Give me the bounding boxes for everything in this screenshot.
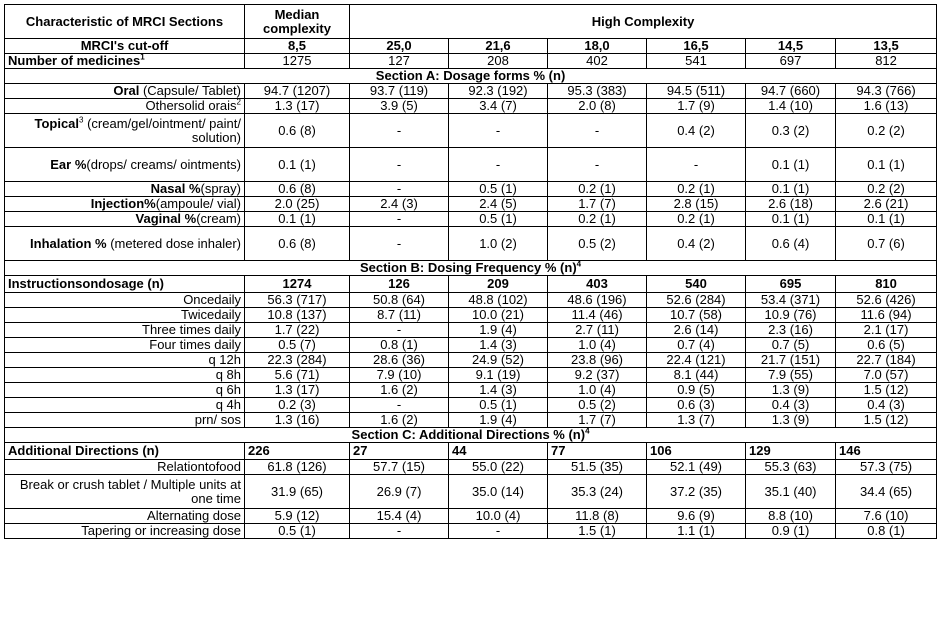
- value-cell: 34.4 (65): [836, 475, 937, 509]
- value-cell: 146: [836, 443, 937, 460]
- dosing-frequency-label: q 8h: [5, 368, 245, 383]
- value-cell: 1275: [245, 54, 350, 69]
- value-cell: 0.2 (3): [245, 398, 350, 413]
- value-cell: 129: [746, 443, 836, 460]
- value-cell: 208: [449, 54, 548, 69]
- value-cell: 1.7 (22): [245, 323, 350, 338]
- section-c-title-text: Section C: Additional Directions % (n): [351, 427, 586, 442]
- value-cell: 13,5: [836, 39, 937, 54]
- value-cell: 126: [350, 276, 449, 293]
- value-cell: 52.1 (49): [647, 460, 746, 475]
- value-cell: 2.6 (18): [746, 197, 836, 212]
- footnote-marker: 3: [79, 115, 84, 125]
- value-cell: 11.8 (8): [548, 509, 647, 524]
- dosing-frequency-label: q 12h: [5, 353, 245, 368]
- value-cell: 50.8 (64): [350, 293, 449, 308]
- dosage-form-label: [5, 197, 245, 212]
- value-cell: 25,0: [350, 39, 449, 54]
- value-cell: 0.4 (3): [836, 398, 937, 413]
- value-cell: 35.1 (40): [746, 475, 836, 509]
- dosing-frequency-label: prn/ sos: [5, 413, 245, 428]
- value-cell: 2.4 (3): [350, 197, 449, 212]
- value-cell: 55.3 (63): [746, 460, 836, 475]
- additional-direction-label: Tapering or increasing dose: [5, 524, 245, 539]
- value-cell: 26.9 (7): [350, 475, 449, 509]
- header-characteristic: Characteristic of MRCI Sections: [5, 5, 245, 39]
- value-cell: 0.8 (1): [350, 338, 449, 353]
- dosage-form-label: [5, 114, 245, 148]
- value-cell: 8.1 (44): [647, 368, 746, 383]
- additional-direction-row: [5, 524, 937, 539]
- value-cell: 77: [548, 443, 647, 460]
- value-cell: 95.3 (383): [548, 84, 647, 99]
- value-cell: -: [548, 148, 647, 182]
- value-cell: -: [350, 148, 449, 182]
- value-cell: 1.1 (1): [647, 524, 746, 539]
- dosage-form-row: [5, 84, 937, 99]
- value-cell: 127: [350, 54, 449, 69]
- value-cell: 0.6 (4): [746, 227, 836, 261]
- value-cell: 1.6 (2): [350, 413, 449, 428]
- dosing-frequency-row: [5, 338, 937, 353]
- value-cell: -: [350, 227, 449, 261]
- value-cell: 28.6 (36): [350, 353, 449, 368]
- value-cell: 0.2 (1): [548, 212, 647, 227]
- value-cell: 1.4 (3): [449, 383, 548, 398]
- value-cell: 7.9 (55): [746, 368, 836, 383]
- value-cell: 1.3 (9): [746, 383, 836, 398]
- value-cell: 0.5 (1): [449, 398, 548, 413]
- dosage-form-label: [5, 182, 245, 197]
- value-cell: 2.0 (8): [548, 99, 647, 114]
- value-cell: 0.6 (3): [647, 398, 746, 413]
- value-cell: 14,5: [746, 39, 836, 54]
- instructions-label: Instructionsondosage (n): [5, 276, 245, 293]
- value-cell: 0.8 (1): [836, 524, 937, 539]
- value-cell: 57.3 (75): [836, 460, 937, 475]
- dosage-form-name: Ear %: [50, 156, 87, 172]
- value-cell: 21,6: [449, 39, 548, 54]
- value-cell: 1.5 (12): [836, 413, 937, 428]
- value-cell: 0.5 (2): [548, 398, 647, 413]
- value-cell: 1.7 (9): [647, 99, 746, 114]
- value-cell: 2.4 (5): [449, 197, 548, 212]
- dosing-frequency-label: Oncedaily: [5, 293, 245, 308]
- value-cell: 93.7 (119): [350, 84, 449, 99]
- value-cell: 9.1 (19): [449, 368, 548, 383]
- value-cell: 8.8 (10): [746, 509, 836, 524]
- value-cell: 1274: [245, 276, 350, 293]
- value-cell: -: [449, 524, 548, 539]
- section-b-title: [5, 261, 937, 276]
- dosage-form-name: Injection%: [90, 196, 156, 211]
- value-cell: 10.7 (58): [647, 308, 746, 323]
- value-cell: 8,5: [245, 39, 350, 54]
- value-cell: 10.0 (21): [449, 308, 548, 323]
- medicines-label: [5, 54, 245, 69]
- value-cell: 0.6 (8): [245, 114, 350, 148]
- value-cell: -: [647, 148, 746, 182]
- value-cell: 3.9 (5): [350, 99, 449, 114]
- dosing-frequency-row: [5, 413, 937, 428]
- value-cell: 35.3 (24): [548, 475, 647, 509]
- dosing-frequency-row: [5, 398, 937, 413]
- dosage-form-row: [5, 99, 937, 114]
- value-cell: 0.9 (1): [746, 524, 836, 539]
- value-cell: 24.9 (52): [449, 353, 548, 368]
- value-cell: -: [350, 398, 449, 413]
- dosage-form-detail: (drops/ creams/ ointments): [86, 156, 241, 172]
- value-cell: 61.8 (126): [245, 460, 350, 475]
- value-cell: 1.0 (2): [449, 227, 548, 261]
- footnote-marker: 1: [140, 53, 145, 62]
- value-cell: 2.6 (14): [647, 323, 746, 338]
- value-cell: 11.6 (94): [836, 308, 937, 323]
- dosage-form-name: Oral: [113, 83, 140, 98]
- value-cell: 1.7 (7): [548, 197, 647, 212]
- value-cell: 0.1 (1): [746, 182, 836, 197]
- dosage-form-label: [5, 148, 245, 182]
- value-cell: 0.6 (8): [245, 182, 350, 197]
- value-cell: 0.6 (5): [836, 338, 937, 353]
- footnote-marker: 2: [236, 98, 241, 107]
- footnote-marker: 4: [576, 260, 582, 269]
- value-cell: 812: [836, 54, 937, 69]
- section-c-title: [5, 428, 937, 443]
- value-cell: 1.9 (4): [449, 323, 548, 338]
- value-cell: 7.9 (10): [350, 368, 449, 383]
- section-a-title: Section A: Dosage forms % (n): [5, 69, 937, 84]
- header-high-complexity: High Complexity: [350, 5, 937, 39]
- value-cell: 10.9 (76): [746, 308, 836, 323]
- value-cell: 44: [449, 443, 548, 460]
- cutoff-row: [5, 39, 937, 54]
- cutoff-label: MRCI's cut-off: [5, 39, 245, 54]
- value-cell: 22.3 (284): [245, 353, 350, 368]
- value-cell: -: [350, 323, 449, 338]
- value-cell: 94.3 (766): [836, 84, 937, 99]
- dosing-frequency-label: q 4h: [5, 398, 245, 413]
- value-cell: 37.2 (35): [647, 475, 746, 509]
- value-cell: 0.5 (1): [449, 212, 548, 227]
- dosage-form-detail: (ampoule/ vial): [155, 196, 241, 211]
- value-cell: -: [350, 114, 449, 148]
- dosage-form-row: [5, 114, 937, 148]
- value-cell: 94.7 (660): [746, 84, 836, 99]
- value-cell: 0.2 (2): [836, 114, 937, 148]
- value-cell: 55.0 (22): [449, 460, 548, 475]
- value-cell: 0.7 (5): [746, 338, 836, 353]
- value-cell: 15.4 (4): [350, 509, 449, 524]
- value-cell: 11.4 (46): [548, 308, 647, 323]
- dosage-form-row: [5, 212, 937, 227]
- value-cell: 0.4 (2): [647, 114, 746, 148]
- additional-direction-label: Relationtofood: [5, 460, 245, 475]
- value-cell: 7.0 (57): [836, 368, 937, 383]
- value-cell: 9.2 (37): [548, 368, 647, 383]
- dosage-form-name: Vaginal %: [135, 211, 197, 226]
- value-cell: 27: [350, 443, 449, 460]
- dosing-frequency-row: [5, 308, 937, 323]
- value-cell: 2.0 (25): [245, 197, 350, 212]
- dosage-form-detail: (cream): [196, 211, 241, 226]
- value-cell: 226: [245, 443, 350, 460]
- header-row: [5, 5, 937, 39]
- value-cell: 1.9 (4): [449, 413, 548, 428]
- value-cell: 5.9 (12): [245, 509, 350, 524]
- instructions-row: [5, 276, 937, 293]
- value-cell: 695: [746, 276, 836, 293]
- mrci-table: [4, 4, 937, 539]
- dosing-frequency-row: [5, 323, 937, 338]
- value-cell: 0.7 (4): [647, 338, 746, 353]
- section-a-title-row: [5, 69, 937, 84]
- value-cell: 1.4 (3): [449, 338, 548, 353]
- value-cell: -: [548, 114, 647, 148]
- additional-direction-row: [5, 475, 937, 509]
- dosage-form-detail: (cream/gel/ointment/ paint/ solution): [83, 115, 241, 145]
- dosing-frequency-label: q 6h: [5, 383, 245, 398]
- value-cell: 541: [647, 54, 746, 69]
- value-cell: 5.6 (71): [245, 368, 350, 383]
- value-cell: 1.4 (10): [746, 99, 836, 114]
- section-c-title-row: [5, 428, 937, 443]
- value-cell: 53.4 (371): [746, 293, 836, 308]
- value-cell: 0.1 (1): [746, 148, 836, 182]
- additional-direction-row: [5, 509, 937, 524]
- dosage-form-label: [5, 99, 245, 114]
- value-cell: 106: [647, 443, 746, 460]
- value-cell: 0.1 (1): [836, 148, 937, 182]
- dosage-form-row: [5, 197, 937, 212]
- value-cell: 3.4 (7): [449, 99, 548, 114]
- section-b-title-text: Section B: Dosing Frequency % (n): [359, 260, 577, 275]
- dosage-form-name: Nasal %: [150, 181, 201, 196]
- value-cell: 1.0 (4): [548, 383, 647, 398]
- dosage-form-row: [5, 227, 937, 261]
- value-cell: 10.8 (137): [245, 308, 350, 323]
- value-cell: 94.7 (1207): [245, 84, 350, 99]
- dosage-form-label: [5, 84, 245, 99]
- section-b-title-row: [5, 261, 937, 276]
- dosing-frequency-label: Three times daily: [5, 323, 245, 338]
- value-cell: 2.6 (21): [836, 197, 937, 212]
- dosing-frequency-label: Four times daily: [5, 338, 245, 353]
- value-cell: 540: [647, 276, 746, 293]
- header-median-complexity: Median complexity: [245, 5, 350, 39]
- dosage-form-name: Topical: [34, 115, 80, 131]
- dosage-form-detail: Othersolid orais: [145, 98, 237, 113]
- value-cell: 57.7 (15): [350, 460, 449, 475]
- value-cell: 2.8 (15): [647, 197, 746, 212]
- value-cell: -: [350, 524, 449, 539]
- dosage-form-label: [5, 212, 245, 227]
- value-cell: 35.0 (14): [449, 475, 548, 509]
- value-cell: 1.7 (7): [548, 413, 647, 428]
- dosage-form-detail: (Capsule/ Tablet): [139, 83, 241, 98]
- value-cell: 94.5 (511): [647, 84, 746, 99]
- value-cell: 2.3 (16): [746, 323, 836, 338]
- value-cell: 92.3 (192): [449, 84, 548, 99]
- additional-direction-row: [5, 460, 937, 475]
- value-cell: 2.7 (11): [548, 323, 647, 338]
- value-cell: 22.7 (184): [836, 353, 937, 368]
- value-cell: 8.7 (11): [350, 308, 449, 323]
- additional-directions-row: [5, 443, 937, 460]
- value-cell: 0.1 (1): [836, 212, 937, 227]
- dosage-form-label: [5, 227, 245, 261]
- value-cell: 0.4 (2): [647, 227, 746, 261]
- value-cell: 10.0 (4): [449, 509, 548, 524]
- value-cell: 1.5 (12): [836, 383, 937, 398]
- value-cell: 0.5 (1): [245, 524, 350, 539]
- value-cell: 0.6 (8): [245, 227, 350, 261]
- value-cell: -: [350, 212, 449, 227]
- dosage-form-detail: (spray): [200, 181, 241, 196]
- value-cell: 810: [836, 276, 937, 293]
- value-cell: 697: [746, 54, 836, 69]
- footnote-marker: 4: [585, 427, 590, 436]
- value-cell: 0.4 (3): [746, 398, 836, 413]
- value-cell: 22.4 (121): [647, 353, 746, 368]
- value-cell: 0.1 (1): [746, 212, 836, 227]
- additional-direction-label: Break or crush tablet / Multiple units at one time: [5, 475, 245, 509]
- value-cell: -: [449, 114, 548, 148]
- value-cell: 23.8 (96): [548, 353, 647, 368]
- value-cell: 16,5: [647, 39, 746, 54]
- value-cell: 209: [449, 276, 548, 293]
- dosing-frequency-row: [5, 368, 937, 383]
- value-cell: 9.6 (9): [647, 509, 746, 524]
- value-cell: 2.1 (17): [836, 323, 937, 338]
- value-cell: 0.9 (5): [647, 383, 746, 398]
- medicines-row: [5, 54, 937, 69]
- value-cell: 0.5 (1): [449, 182, 548, 197]
- dosage-form-name: Inhalation %: [30, 235, 107, 251]
- value-cell: 0.5 (7): [245, 338, 350, 353]
- value-cell: 51.5 (35): [548, 460, 647, 475]
- value-cell: 1.3 (16): [245, 413, 350, 428]
- value-cell: 56.3 (717): [245, 293, 350, 308]
- value-cell: 7.6 (10): [836, 509, 937, 524]
- value-cell: 1.3 (17): [245, 99, 350, 114]
- value-cell: 48.8 (102): [449, 293, 548, 308]
- value-cell: 1.3 (9): [746, 413, 836, 428]
- dosage-form-row: [5, 182, 937, 197]
- value-cell: 0.3 (2): [746, 114, 836, 148]
- value-cell: 1.0 (4): [548, 338, 647, 353]
- value-cell: 0.2 (1): [647, 212, 746, 227]
- value-cell: 0.2 (2): [836, 182, 937, 197]
- value-cell: 1.3 (17): [245, 383, 350, 398]
- medicines-label-text: Number of medicines: [8, 53, 141, 68]
- value-cell: 48.6 (196): [548, 293, 647, 308]
- value-cell: 52.6 (284): [647, 293, 746, 308]
- value-cell: 403: [548, 276, 647, 293]
- value-cell: 1.6 (2): [350, 383, 449, 398]
- value-cell: 31.9 (65): [245, 475, 350, 509]
- additional-direction-label: Alternating dose: [5, 509, 245, 524]
- value-cell: 1.6 (13): [836, 99, 937, 114]
- dosage-form-row: [5, 148, 937, 182]
- value-cell: 0.1 (1): [245, 148, 350, 182]
- additional-directions-label: Additional Directions (n): [5, 443, 245, 460]
- value-cell: 402: [548, 54, 647, 69]
- dosing-frequency-row: [5, 353, 937, 368]
- value-cell: -: [449, 148, 548, 182]
- value-cell: 18,0: [548, 39, 647, 54]
- value-cell: 0.2 (1): [548, 182, 647, 197]
- dosing-frequency-row: [5, 293, 937, 308]
- dosage-form-detail: (metered dose inhaler): [106, 235, 241, 251]
- value-cell: 0.7 (6): [836, 227, 937, 261]
- value-cell: 0.5 (2): [548, 227, 647, 261]
- dosing-frequency-row: [5, 383, 937, 398]
- value-cell: 1.3 (7): [647, 413, 746, 428]
- dosing-frequency-label: Twicedaily: [5, 308, 245, 323]
- value-cell: 0.1 (1): [245, 212, 350, 227]
- value-cell: 0.2 (1): [647, 182, 746, 197]
- value-cell: 1.5 (1): [548, 524, 647, 539]
- value-cell: 52.6 (426): [836, 293, 937, 308]
- value-cell: -: [350, 182, 449, 197]
- value-cell: 21.7 (151): [746, 353, 836, 368]
